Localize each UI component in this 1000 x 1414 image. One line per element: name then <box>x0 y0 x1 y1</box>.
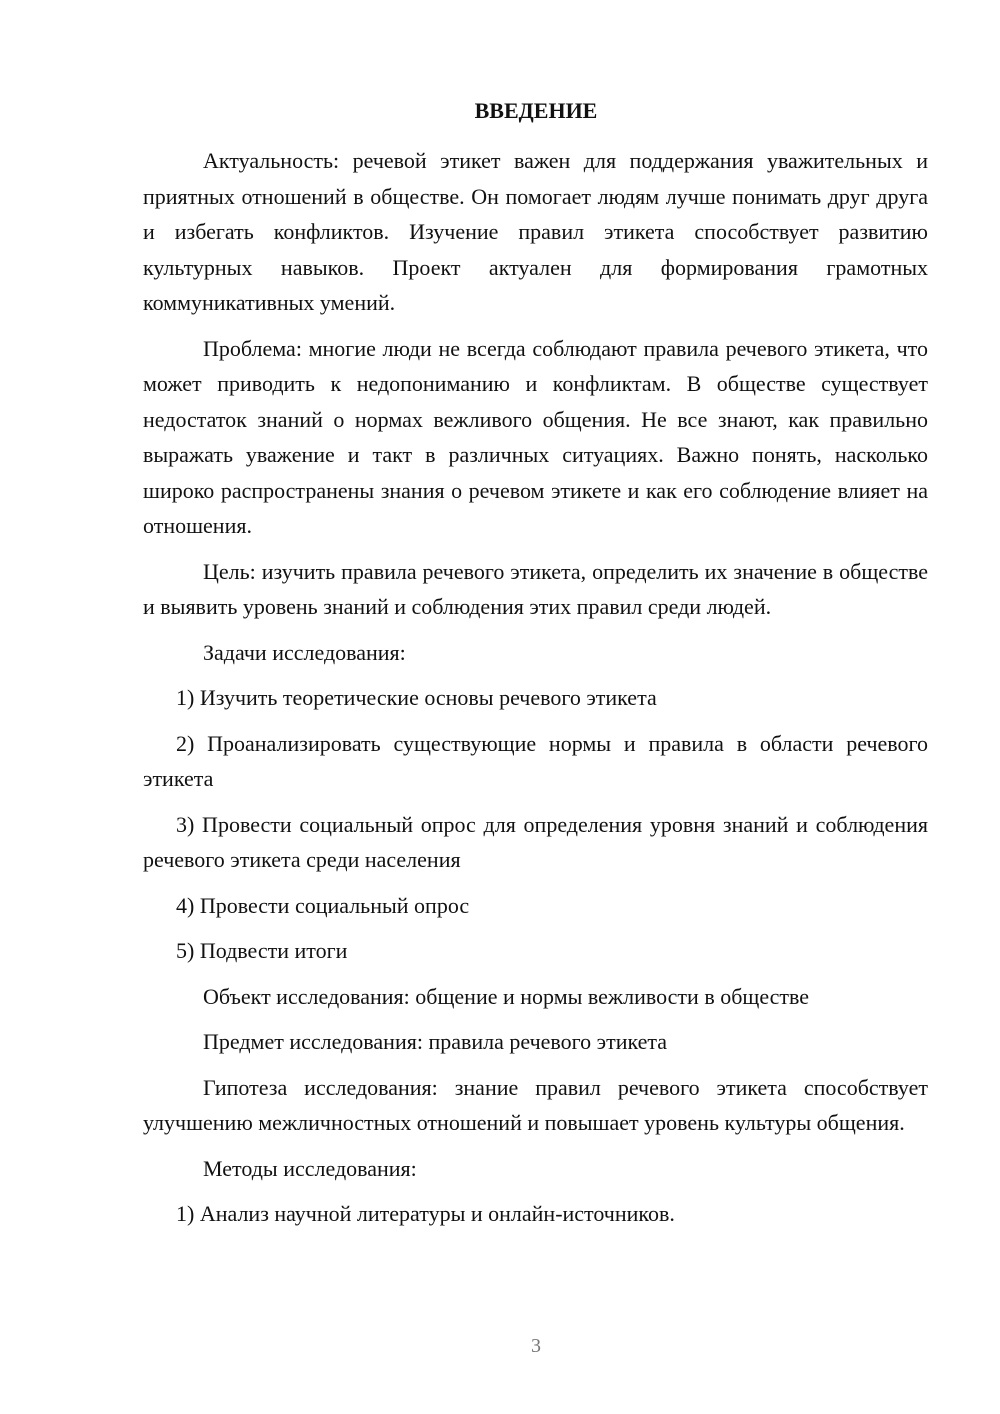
paragraph-subject: Предмет исследования: правила речевого этикета <box>203 1029 668 1054</box>
list-item-task-1: 1) Изучить теоретические основы речевого этикета <box>176 685 657 710</box>
list-item-task-5: 5) Подвести итоги <box>176 938 348 963</box>
paragraph-goal: Цель: изучить правила речевого этикета, определить их значение в обществе и выявить уровень знаний и соблюдения этих правил среди людей. <box>143 558 928 619</box>
list-item-task-4: 4) Провести социальный опрос <box>176 892 470 918</box>
page-number: 3 <box>531 1335 541 1357</box>
paragraph-object: Объект исследования: общение и нормы вежливости в обществе <box>203 983 810 1009</box>
paragraph-problem: Проблема: многие люди не всегда соблюдают правила речевого этикета, что может приводить к недопониманию и конфликтам. В обществе существует недостаток знаний о нормах вежливого общения. Не все знают, как правильно выражать уважение и такт в различных ситуациях. Важно понять, насколько широко распространены знания о речевом этикете и как его соблюдение влияет на отношения. <box>143 335 928 538</box>
paragraph-methods-heading: Методы исследования: <box>203 1155 417 1181</box>
document-body <box>143 143 928 1242</box>
section-title: ВВЕДЕНИЕ <box>474 98 598 123</box>
paragraph-tasks-heading: Задачи исследования: <box>203 639 406 665</box>
list-item-task-2: 2) Проанализировать существующие нормы и правила в области речевого этикета <box>143 730 928 791</box>
list-item-task-3: 3) Провести социальный опрос для определения уровня знаний и соблюдения речевого этикета среди населения <box>143 811 928 872</box>
paragraph-hypothesis: Гипотеза исследования: знание правил речевого этикета способствует улучшению межличностных отношений и повышает уровень культуры общения. <box>143 1074 928 1135</box>
paragraph-relevance: Актуальность: речевой этикет важен для поддержания уважительных и приятных отношений в обществе. Он помогает людям лучше понимать друг друга и избегать конфликтов. Изучение правил этикета способствует развитию культурных навыков. Проект актуален для формирования грамотных коммуникативных умений. <box>143 148 928 315</box>
list-item-method-1: 1) Анализ научной литературы и онлайн-источников. <box>176 1201 675 1226</box>
